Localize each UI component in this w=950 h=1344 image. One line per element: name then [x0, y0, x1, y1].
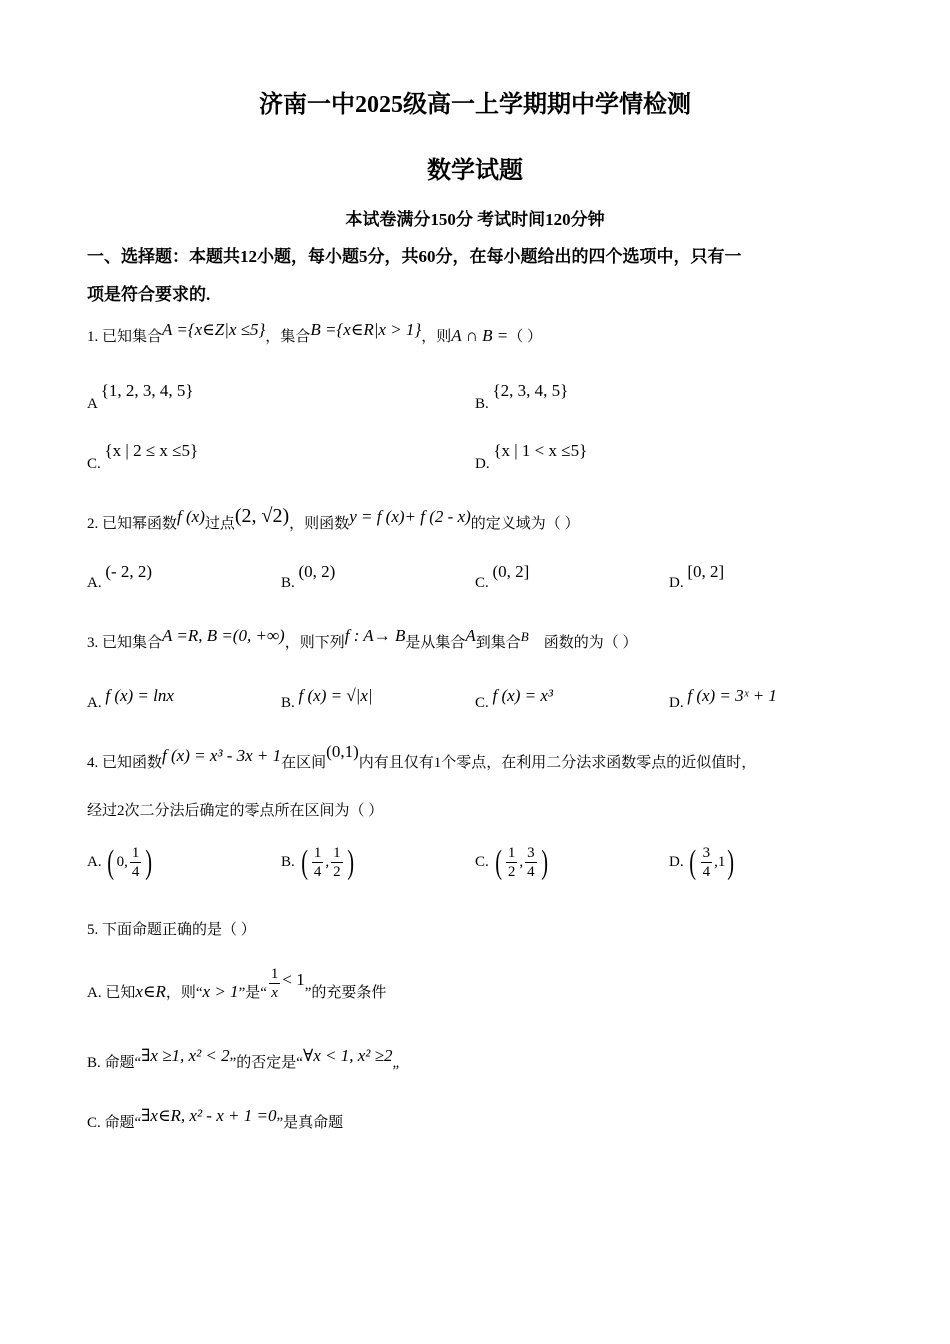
denominator: 2 [507, 864, 516, 881]
text: 过点 [204, 516, 235, 532]
denominator: 4 [313, 864, 322, 881]
text: 是从集合 [405, 635, 466, 651]
denominator: 2 [333, 864, 341, 881]
option-label: D. [669, 854, 684, 870]
fraction [506, 844, 518, 881]
text: ，则“ [165, 985, 203, 1001]
question-5-stem: 5. 下面命题正确的是（ ） [87, 922, 256, 938]
math: ∀x < 1, x² ≥2 [302, 1046, 393, 1065]
fraction [525, 844, 537, 881]
math: (2, √2) [234, 505, 290, 527]
text: ，则 [421, 329, 452, 345]
text: ”的否定是“ [229, 1055, 303, 1071]
math: (0,1) [326, 742, 359, 761]
q4-option-d[interactable] [669, 842, 737, 883]
option-value: f (x) = 3ˣ + 1 [687, 686, 777, 705]
question-3-stem [87, 626, 638, 653]
section-heading-line1: 一、选择题：本题共12小题，每小题5分，共60分，在每小题给出的四个选项中，只有一 [87, 247, 742, 266]
option-label: D. [669, 695, 684, 711]
numerator: 3 [527, 845, 535, 862]
option-label: C. [475, 854, 489, 870]
q5-option-a[interactable] [87, 966, 387, 1013]
option-label: A [87, 396, 98, 412]
text: ”的充要条件 [304, 985, 387, 1001]
text: ，则函数 [289, 516, 350, 532]
q2-option-c[interactable] [475, 562, 530, 593]
option-value: {2, 3, 4, 5} [492, 381, 569, 400]
paren: ( [300, 843, 308, 881]
text: A. 已知 [87, 985, 136, 1001]
option-value: f (x) = √|x| [298, 686, 373, 705]
option-label: C. [87, 456, 101, 472]
text: „ [392, 1055, 400, 1071]
math: B ={x∈R|x > 1} [310, 320, 422, 339]
math: ∃x ≥1, x² < 2 [141, 1046, 230, 1065]
paren: ) [346, 843, 354, 881]
math: < 1 [282, 970, 305, 989]
q3-option-b[interactable] [281, 686, 373, 713]
denominator: x [271, 985, 278, 1002]
math: A ={x∈Z|x ≤5} [162, 320, 266, 339]
text: （ ） [508, 329, 542, 345]
paren: ) [540, 843, 548, 881]
text: ”是“ [238, 985, 267, 1001]
option-label: A. [87, 575, 102, 591]
paren: ( [494, 843, 502, 881]
q1-option-c[interactable] [87, 441, 199, 474]
numerator: 1 [333, 845, 341, 862]
numerator: 1 [131, 845, 140, 862]
text: ”是真命题 [276, 1115, 344, 1131]
q1-option-a[interactable] [87, 381, 194, 414]
q4-option-a[interactable] [87, 842, 155, 883]
fraction [312, 844, 324, 881]
q3-option-c[interactable] [475, 686, 553, 713]
option-value: {x | 1 < x ≤5} [493, 441, 588, 460]
denominator: 4 [527, 864, 535, 881]
option-label: C. [475, 695, 489, 711]
numerator: 1 [270, 966, 279, 983]
text: C. 命题“ [87, 1115, 142, 1131]
section-heading-line2: 项是符合要求的. [87, 285, 211, 304]
option-label: D. [669, 575, 684, 591]
option-value: {1, 2, 3, 4, 5} [100, 381, 194, 400]
math: f : A→ B [344, 626, 406, 645]
math: x∈R [135, 982, 166, 1001]
numerator: 1 [507, 845, 516, 862]
option-value: (- 2, 2) [105, 562, 153, 581]
fraction [331, 844, 343, 881]
paren: ) [145, 843, 153, 881]
fraction [130, 844, 142, 881]
q2-option-d[interactable] [669, 562, 725, 593]
question-1-stem [87, 320, 542, 347]
paren: ) [727, 843, 735, 881]
q1-option-b[interactable] [475, 381, 569, 414]
denominator: 4 [702, 864, 711, 881]
q5-option-b[interactable] [87, 1046, 400, 1073]
question-4-stem [87, 742, 757, 773]
q1-option-d[interactable] [475, 441, 588, 474]
math: A [465, 626, 476, 645]
text: 2. 已知幂函数 [87, 516, 178, 532]
option-label: A. [87, 854, 102, 870]
option-value: [0, 2] [687, 562, 725, 581]
exam-info: 本试卷满分150分 考试时间120分钟 [345, 210, 605, 229]
math: f (x) [177, 507, 205, 526]
math: A ∩ B = [451, 326, 509, 345]
text: 的定义域为（ ） [470, 516, 580, 532]
option-label: B. [475, 396, 489, 412]
q3-option-a[interactable] [87, 686, 174, 713]
math: 0, [116, 854, 128, 870]
option-value: f (x) = lnx [105, 686, 174, 705]
option-value: f (x) = x³ [492, 686, 553, 705]
text: 3. 已知集合 [87, 635, 163, 651]
numerator: 1 [313, 845, 322, 862]
question-4-line2: 经过2次二分法后确定的零点所在区间为（ ） [87, 803, 384, 819]
option-label: B. [281, 695, 295, 711]
option-label: B. [281, 575, 295, 591]
fraction [701, 844, 713, 881]
text: 函数的为（ ） [543, 635, 638, 651]
math: ∃x∈R, x² - x + 1 =0 [141, 1106, 277, 1125]
option-value: {x | 2 ≤ x ≤5} [104, 441, 199, 460]
math: ,1 [714, 854, 726, 870]
text: 内有且仅有1个零点，在利用二分法求函数零点的近似值时， [358, 755, 757, 771]
text: ，集合 [265, 329, 311, 345]
exam-subtitle: 数学试题 [427, 158, 523, 184]
math: x > 1 [202, 982, 239, 1001]
text: 4. 已知函数 [87, 755, 163, 771]
text: 1. 已知集合 [87, 329, 163, 345]
q2-option-b[interactable] [281, 562, 336, 593]
exam-title: 济南一中2025级高一上学期期中学情检测 [259, 92, 691, 118]
numerator: 3 [702, 845, 711, 862]
q2-option-a[interactable] [87, 562, 153, 593]
option-label: A. [87, 695, 102, 711]
option-value: (0, 2) [298, 562, 336, 581]
option-label: B. [281, 854, 295, 870]
math: y = f (x)+ f (2 - x) [349, 507, 471, 526]
q4-option-b[interactable]: B. ( $\frac{1}{4}$ , $\frac{1}{2}$ ) [281, 843, 354, 881]
q5-option-c[interactable] [87, 1106, 344, 1133]
option-label: D. [475, 456, 490, 472]
option-value: (0, 2] [492, 562, 530, 581]
text: B. 命题“ [87, 1055, 142, 1071]
question-2-stem [87, 505, 580, 534]
q3-option-d[interactable] [669, 686, 777, 713]
option-label: C. [475, 575, 489, 591]
math: A =R, B =(0, +∞) [162, 626, 285, 645]
text: 在区间 [281, 755, 327, 771]
text: 到集合 [475, 635, 521, 651]
fraction [269, 965, 281, 1002]
denominator: 4 [131, 864, 140, 881]
paren: ( [107, 843, 115, 881]
text: ，则下列 [284, 635, 345, 651]
math: f (x) = x³ - 3x + 1 [162, 746, 282, 765]
paren: ( [689, 843, 697, 881]
math: B [520, 629, 529, 644]
q4-option-c[interactable]: C. ( $\frac{1}{2}$ , $\frac{3}{4}$ ) [475, 843, 548, 881]
